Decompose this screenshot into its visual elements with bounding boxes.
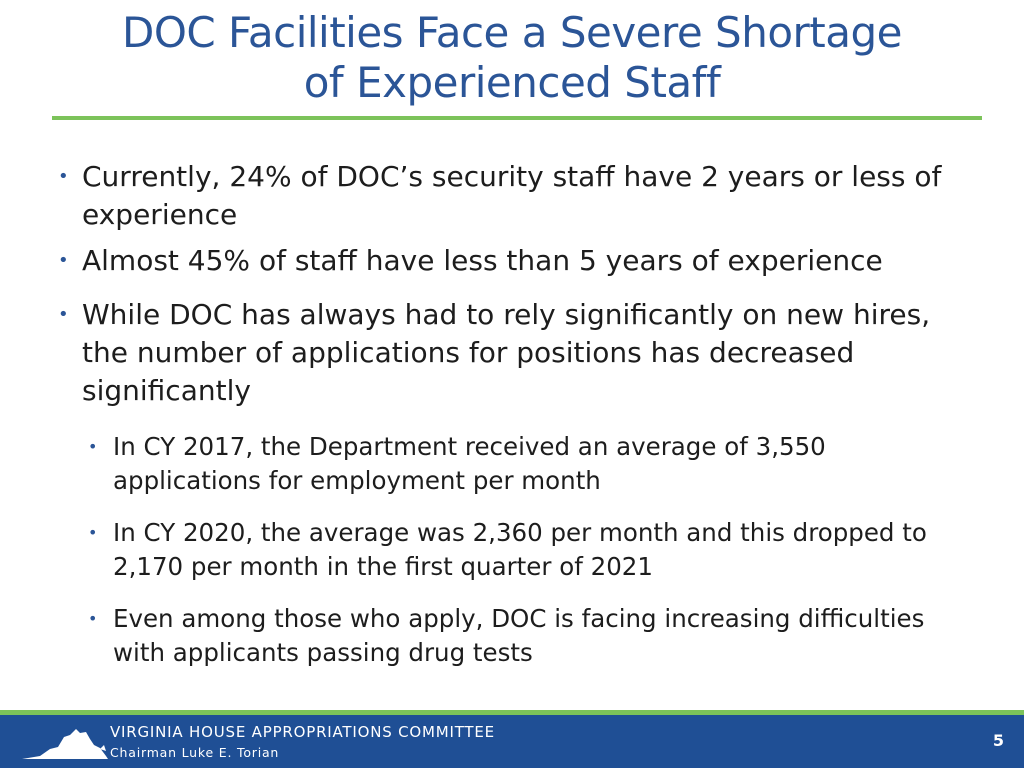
sub-bullet-item (88, 602, 978, 670)
bullet-item (58, 296, 978, 410)
slide-body (58, 158, 978, 670)
sub-bullet-text: In CY 2020, the average was 2,360 per month and this dropped to 2,170 per month in the first quarter of 2021 (113, 518, 927, 581)
slide-title (0, 8, 1024, 108)
slide-title-line-1: DOC Facilities Face a Severe Shortage (121, 8, 902, 57)
sub-bullet-text: Even among those who apply, DOC is facing increasing difficulties with applicants passing drug tests (113, 604, 925, 667)
virginia-state-silhouette-icon (20, 723, 110, 763)
sub-bullet-dot-icon: • (88, 437, 98, 456)
sub-bullet-item (88, 516, 978, 584)
bullet-item (58, 158, 978, 234)
bullet-dot-icon: • (58, 304, 69, 325)
bullet-text: Currently, 24% of DOC’s security staff have 2 years or less of experience (82, 160, 942, 231)
bullet-dot-icon: • (58, 166, 69, 187)
bullet-text: Almost 45% of staff have less than 5 years of experience (82, 244, 883, 277)
footer-chairman: Chairman Luke E. Torian (110, 745, 280, 760)
footer-committee-name: VIRGINIA HOUSE APPROPRIATIONS COMMITTEE (110, 723, 495, 741)
sub-bullet-text: In CY 2017, the Department received an average of 3,550 applications for employment per month (113, 432, 826, 495)
sub-bullet-dot-icon: • (88, 523, 98, 542)
sub-bullet-dot-icon: • (88, 609, 98, 628)
slide-title-line-2: of Experienced Staff (303, 58, 721, 107)
sub-bullet-item (88, 430, 978, 498)
title-divider (52, 116, 982, 120)
footer-bar (0, 715, 1024, 768)
page-number: 5 (992, 731, 1004, 750)
bullet-item (58, 242, 978, 280)
bullet-dot-icon: • (58, 250, 69, 271)
bullet-text: While DOC has always had to rely significantly on new hires, the number of applications for positions has decreased significantly (82, 298, 931, 407)
